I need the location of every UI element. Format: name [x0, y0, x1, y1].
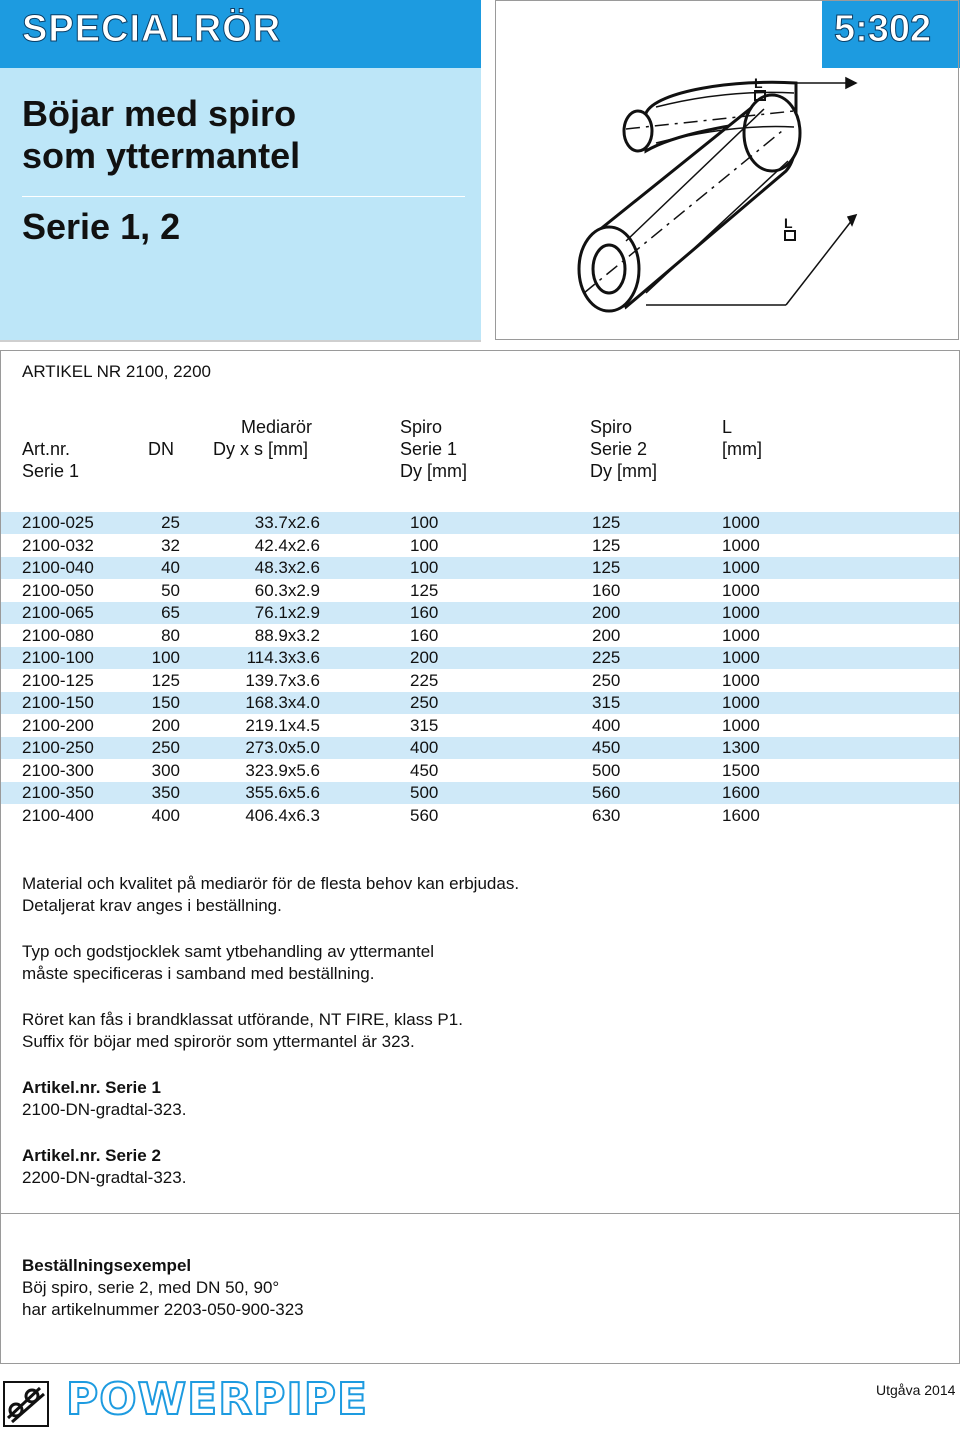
col-header-length: [722, 416, 762, 460]
table-cell: 42.4x2.6: [254, 535, 320, 555]
note-series1: [22, 1077, 922, 1121]
table-cell: 2100-080: [22, 625, 94, 645]
table-cell: 50: [161, 580, 180, 600]
table-cell: 2100-025: [22, 513, 94, 532]
table-cell: 560: [592, 783, 621, 802]
length-marker-top: [754, 90, 766, 101]
table-cell: 125: [151, 670, 180, 690]
table-cell: 80: [161, 625, 180, 645]
table-cell: 125: [410, 580, 439, 600]
table-cell: 160: [410, 625, 439, 645]
page-title-line2: som yttermantel: [22, 135, 301, 176]
table-cell: 48.3x2.6: [254, 558, 320, 577]
table-cell: 1600: [722, 805, 760, 825]
note-fire-line2: Suffix för böjar med spirorör som yttermantel är 323.: [22, 1032, 415, 1051]
col-header-spiro2-l2: Serie 2: [590, 439, 648, 459]
col-header-art-nr-l3: Serie 1: [22, 461, 80, 481]
col-header-media: [213, 416, 312, 460]
table-cell: 160: [592, 580, 621, 600]
table-cell: 450: [592, 738, 621, 757]
table-cell: 500: [592, 760, 621, 780]
order-example-title: Beställningsexempel: [22, 1256, 192, 1275]
table-cell: 60.3x2.9: [254, 580, 320, 600]
table-cell: 323.9x5.6: [245, 760, 320, 780]
col-header-spiro1-l3: Dy [mm]: [400, 461, 467, 481]
table-cell: 1000: [722, 535, 760, 555]
table-cell: 65: [161, 603, 180, 622]
table-cell: 400: [410, 738, 439, 757]
col-header-dn: [148, 416, 174, 460]
table-cell: 2100-065: [22, 603, 94, 622]
table-cell: 1000: [722, 580, 760, 600]
table-cell: 350: [151, 783, 180, 802]
table-cell: 1000: [722, 648, 760, 667]
table-cell: 450: [410, 760, 439, 780]
note-jacket: [22, 941, 922, 985]
table-cell: 40: [161, 558, 180, 577]
table-cell: 150: [151, 693, 180, 712]
length-label-bottom: [784, 217, 796, 241]
table-cell: 225: [592, 648, 621, 667]
order-example: [22, 1255, 304, 1321]
table-cell: 219.1x4.5: [245, 715, 320, 735]
series-heading: Serie 1, 2: [22, 206, 181, 247]
table-cell: 100: [410, 513, 439, 532]
table-cell: 2100-125: [22, 670, 94, 690]
col-header-spiro2-l1: Spiro: [590, 417, 633, 437]
col-header-media-l1: Mediarör: [241, 417, 313, 437]
table-cell: 400: [592, 715, 621, 735]
table-cell: 200: [151, 715, 180, 735]
table-cell: 2100-150: [22, 693, 94, 712]
table-cell: 2100-040: [22, 558, 94, 577]
table-cell: 114.3x3.6: [246, 648, 320, 667]
table-cell: 1300: [722, 738, 760, 757]
powerpipe-logo-icon: [2, 1380, 50, 1433]
title-divider: [22, 196, 465, 197]
table-cell: 1500: [722, 760, 760, 780]
table-cell: 560: [410, 805, 439, 825]
table-cell: 2100-100: [22, 648, 94, 667]
col-header-art-nr-l2: Art.nr.: [22, 439, 71, 459]
length-marker-bottom: [784, 230, 796, 241]
table-cell: 1000: [722, 670, 760, 690]
length-label-bottom-text: L: [784, 215, 793, 231]
note-jacket-line2: måste specificeras i samband med beställning.: [22, 964, 375, 983]
section-divider: [0, 1213, 960, 1214]
col-header-dn-l1: [148, 416, 174, 438]
note-series2: [22, 1145, 922, 1189]
page-code: 5:302: [834, 8, 932, 50]
page-category-title: SPECIALRÖR: [22, 8, 282, 50]
table-cell: 500: [410, 783, 439, 802]
table-cell: 630: [592, 805, 621, 825]
page-title-line1: Böjar med spiro: [22, 93, 297, 134]
table-cell: 2100-032: [22, 535, 94, 555]
table-cell: 225: [410, 670, 439, 690]
table-cell: 250: [410, 693, 439, 712]
col-header-media-l2: Dy x s [mm]: [213, 439, 308, 459]
table-cell: 315: [592, 693, 621, 712]
pipe-drawing: [496, 1, 960, 341]
table-cell: 76.1x2.9: [254, 603, 320, 622]
col-header-spiro2-l3: Dy [mm]: [590, 461, 657, 481]
table-cell: 125: [592, 535, 621, 555]
col-header-art-nr-l1: [22, 416, 79, 438]
article-numbers: ARTIKEL NR 2100, 2200: [22, 362, 212, 381]
length-label-top: [754, 77, 766, 101]
table-cell: 32: [161, 535, 180, 555]
note-material-line2: Detaljerat krav anges i beställning.: [22, 896, 282, 915]
table-cell: 406.4x6.3: [245, 805, 320, 825]
length-label-top-text: L: [754, 75, 763, 91]
table-cell: 2100-400: [22, 805, 94, 825]
col-header-length-l2: [mm]: [722, 439, 762, 459]
table-cell: 1600: [722, 783, 760, 802]
table-cell: 300: [151, 760, 180, 780]
table-cell: 125: [592, 558, 621, 577]
order-example-line1: Böj spiro, serie 2, med DN 50, 90°: [22, 1278, 280, 1297]
table-cell: 200: [592, 603, 621, 622]
col-header-spiro1: [400, 416, 467, 482]
table-cell: 139.7x3.6: [245, 670, 320, 690]
table-cell: 1000: [722, 558, 760, 577]
table-cell: 125: [592, 513, 621, 532]
note-material-line1: Material och kvalitet på mediarör för de flesta behov kan erbjudas.: [22, 874, 520, 893]
col-header-spiro1-l2: Serie 1: [400, 439, 458, 459]
table-cell: 100: [410, 535, 439, 555]
note-series1-value: 2100-DN-gradtal-323.: [22, 1100, 187, 1119]
col-header-spiro2: [590, 416, 657, 482]
col-header-dn-l2: DN: [148, 439, 174, 459]
table-cell: 100: [410, 558, 439, 577]
table-cell: 1000: [722, 603, 760, 622]
col-header-art-nr: [22, 416, 79, 482]
table-cell: 2100-300: [22, 760, 94, 780]
edition-label: Utgåva 2014: [876, 1382, 956, 1398]
note-series2-title: Artikel.nr. Serie 2: [22, 1146, 161, 1165]
table-cell: 355.6x5.6: [245, 783, 320, 802]
pipe-bend-illustration: [495, 0, 959, 340]
table-cell: 200: [592, 625, 621, 645]
table-cell: 160: [410, 603, 439, 622]
table-cell: 100: [151, 648, 180, 667]
col-header-length-l1: L: [722, 417, 733, 437]
col-header-spiro1-l1: Spiro: [400, 417, 443, 437]
table-cell: 2100-350: [22, 783, 94, 802]
note-fire-line1: Röret kan fås i brandklassat utförande, NT FIRE, klass P1.: [22, 1010, 463, 1029]
table-cell: 33.7x2.6: [254, 513, 320, 532]
table-cell: 168.3x4.0: [245, 693, 320, 712]
note-series1-title: Artikel.nr. Serie 1: [22, 1078, 161, 1097]
table-cell: 2100-050: [22, 580, 94, 600]
note-fire: [22, 1009, 922, 1053]
table-cell: 250: [592, 670, 621, 690]
note-jacket-line1: Typ och godstjocklek samt ytbehandling av yttermantel: [22, 942, 434, 961]
table-cell: 1000: [722, 625, 760, 645]
order-example-line2: har artikelnummer 2203-050-900-323: [22, 1300, 304, 1319]
table-cell: 2100-250: [22, 738, 94, 757]
powerpipe-logo: POWERPIPE: [66, 1374, 369, 1425]
note-material: [22, 873, 922, 917]
note-series2-value: 2200-DN-gradtal-323.: [22, 1168, 187, 1187]
table-cell: 25: [161, 513, 180, 532]
table-cell: 315: [410, 715, 439, 735]
table-cell: 273.0x5.0: [245, 738, 320, 757]
page-title: [22, 93, 300, 177]
table-cell: 88.9x3.2: [254, 625, 320, 645]
table-cell: 1000: [722, 693, 760, 712]
table-cell: 1000: [722, 715, 760, 735]
table-cell: 250: [151, 738, 180, 757]
table-cell: 1000: [722, 513, 760, 532]
table-cell: 2100-200: [22, 715, 94, 735]
notes-section: [22, 873, 922, 1213]
table-cell: 400: [151, 805, 180, 825]
table-cell: 200: [410, 648, 439, 667]
